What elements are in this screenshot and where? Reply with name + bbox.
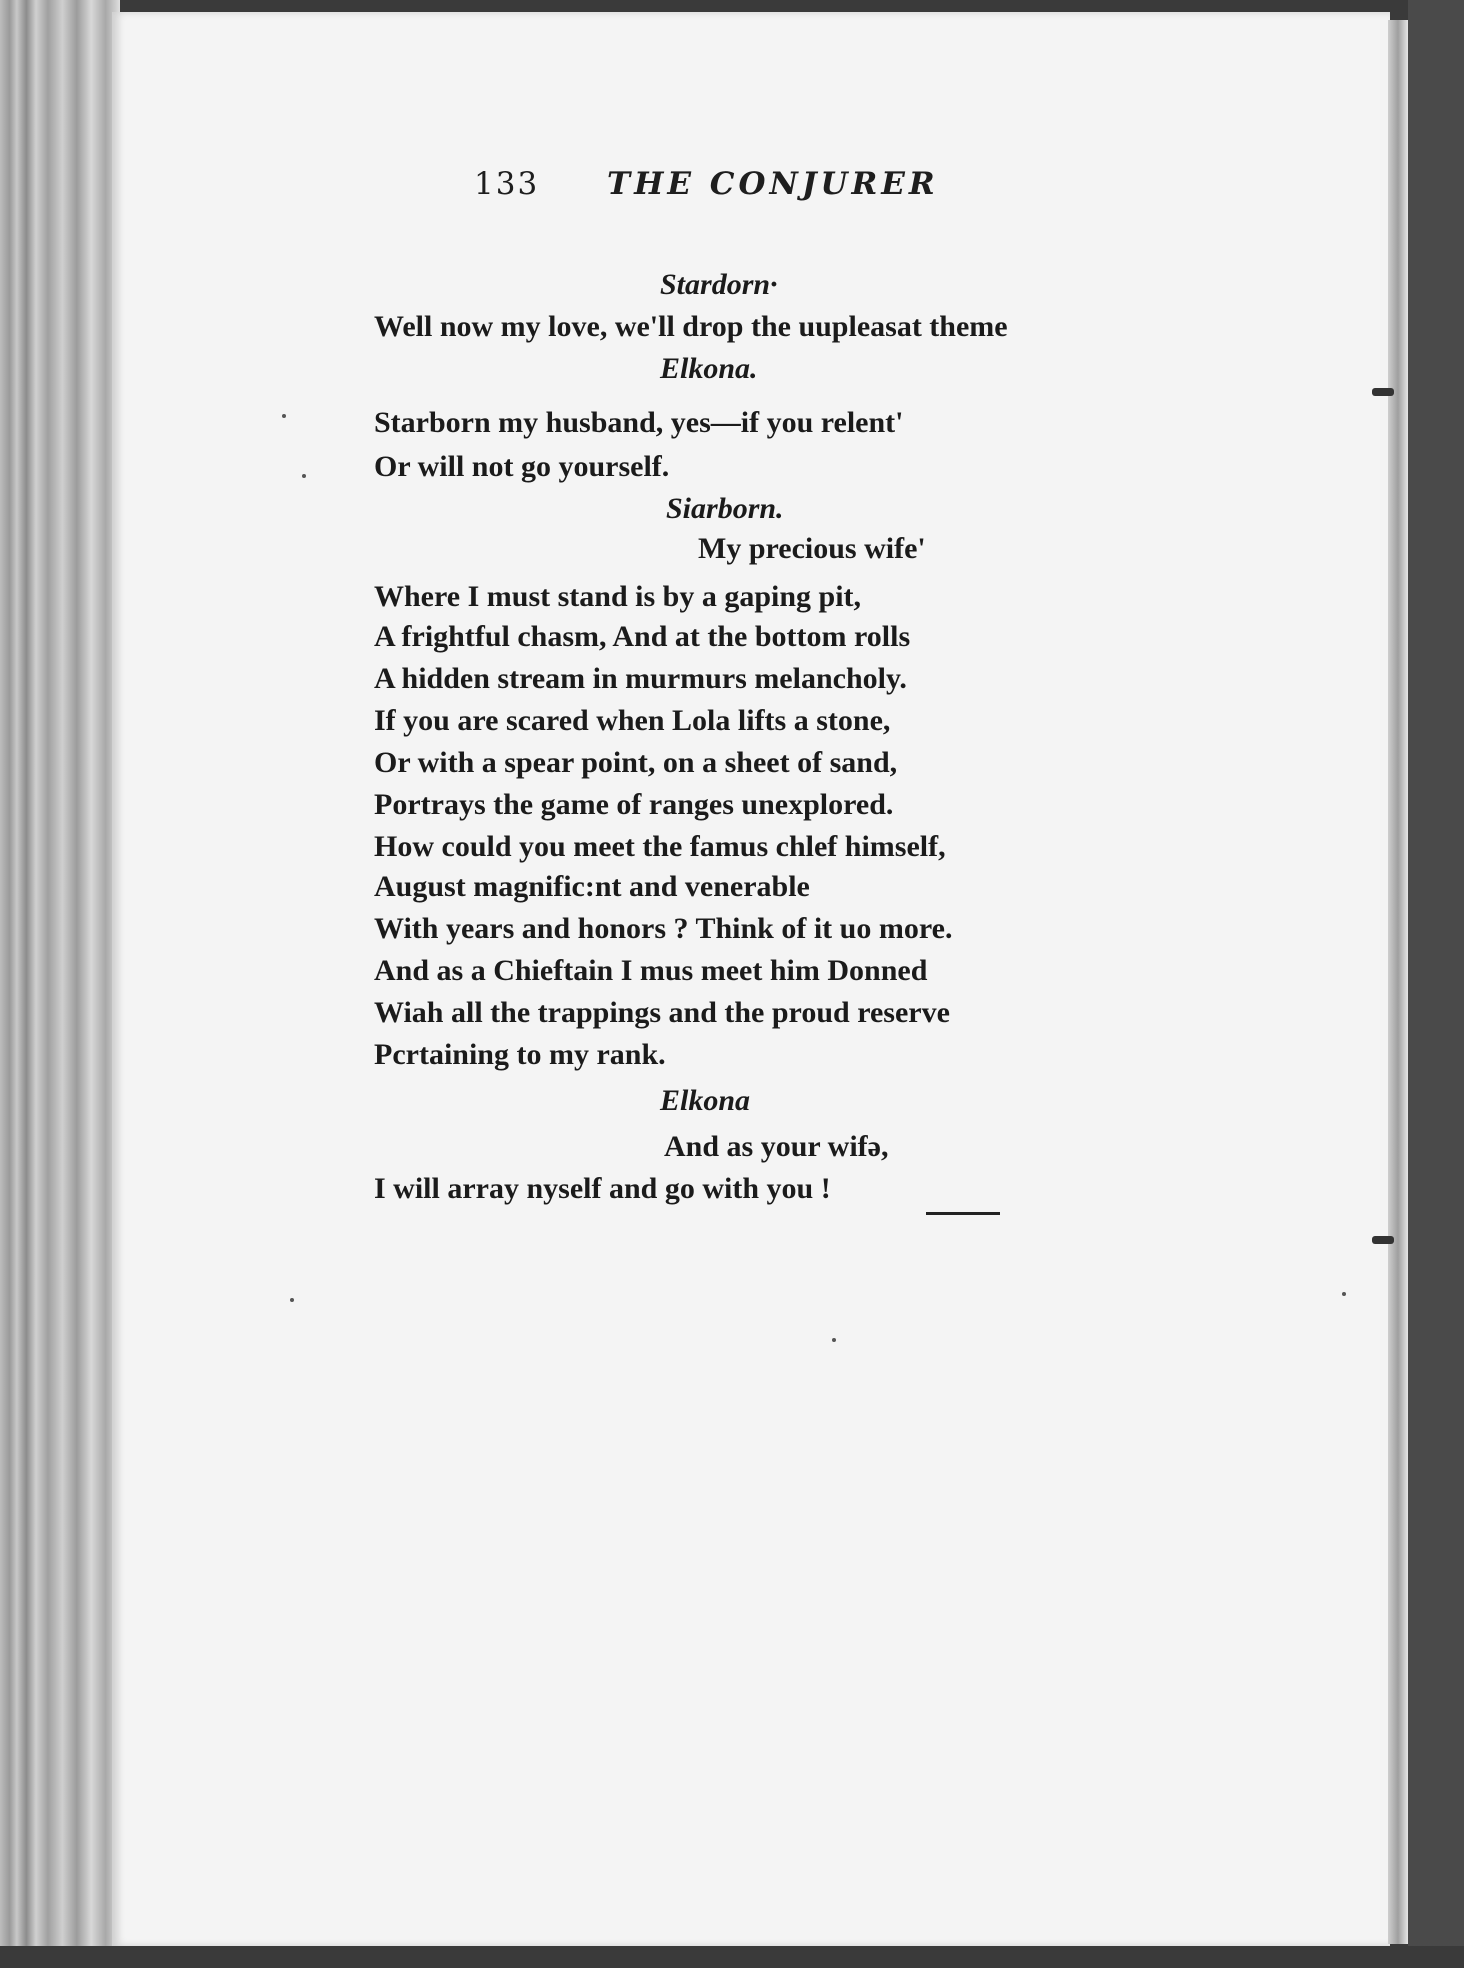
speaker-label: Elkona. (660, 352, 758, 385)
verse-line: Or with a spear point, on a sheet of sand, (374, 746, 898, 779)
verse-line: How could you meet the famus chlef himself, (374, 830, 946, 863)
verse-line: A hidden stream in murmurs melancholy. (374, 662, 907, 695)
page-speck (290, 1298, 294, 1302)
page-speck (1342, 1292, 1346, 1296)
verse-line: And as your wifə, (664, 1130, 889, 1163)
verse-line: Where I must stand is by a gaping pit, (374, 580, 862, 613)
speaker-label: Stardorn· (660, 268, 778, 301)
background-bottom (0, 1946, 1464, 1968)
page-speck (832, 1338, 836, 1342)
page-header (474, 166, 939, 202)
background-right (1408, 0, 1464, 1968)
page-number: 133 (474, 166, 540, 202)
verse-line: Starborn my husband, yes—if you relent' (374, 406, 904, 439)
clip-marker-top (1372, 388, 1394, 396)
verse-line: Portrays the game of ranges unexplored. (374, 788, 894, 821)
page-speck (282, 414, 286, 418)
verse-line: I will array nyself and go with you ! (374, 1172, 831, 1205)
verse-line: Or will not go yourself. (374, 450, 670, 483)
clip-marker-bottom (1372, 1236, 1394, 1244)
page-right-edge (1388, 20, 1408, 1944)
verse-line: Wiah all the trappings and the proud reserve (374, 996, 950, 1029)
page-speck (302, 474, 306, 478)
verse-line: Well now my love, we'll drop the uupleasat theme (374, 310, 1008, 343)
book-spine-edge (0, 0, 120, 1968)
verse-line: And as a Chieftain I mus meet him Donned (374, 954, 928, 987)
end-rule (926, 1212, 1000, 1215)
speaker-label: Siarborn. (666, 492, 784, 525)
speaker-label: Elkona (660, 1084, 751, 1117)
verse-line: A frightful chasm, And at the bottom rolls (374, 620, 911, 653)
verse-line: My precious wife' (698, 532, 926, 565)
verse-line: August magnific:nt and venerable (374, 870, 810, 903)
verse-line: Pcrtaining to my rank. (374, 1038, 666, 1071)
running-title: THE CONJURER (607, 166, 939, 202)
verse-line: With years and honors ? Think of it uo more. (374, 912, 953, 945)
verse-line: If you are scared when Lola lifts a stone, (374, 704, 891, 737)
